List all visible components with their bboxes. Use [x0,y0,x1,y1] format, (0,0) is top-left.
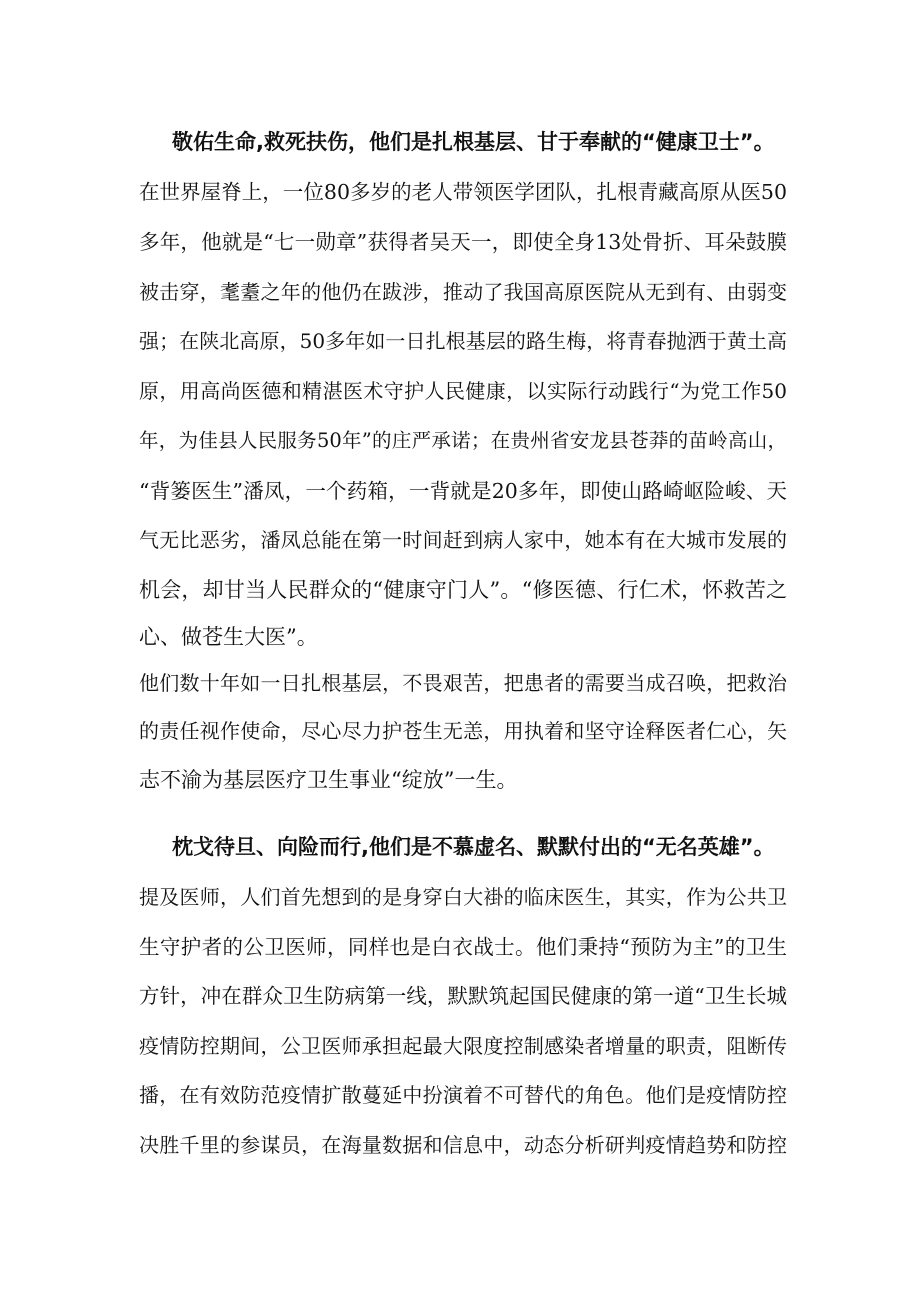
section-heading-health-guardians: 敬佑生命,救死扶伤，他们是扎根基层、甘于奉献的“健康卫士”。 [172,130,775,154]
paragraph-line: 决胜千里的参谋员，在海量数据和信息中，动态分析研判疫情趋势和防控 [139,1133,787,1157]
paragraph-line: 强；在陕北高原，50多年如一日扎根基层的路生梅，将青春抛洒于黄土高 [139,329,787,353]
paragraph-line: 被击穿，耄耋之年的他仍在跋涉，推动了我国高原医院从无到有、由弱变 [139,280,787,304]
paragraph-line: “背篓医生”潘凤，一个药箱，一背就是20多年，即使山路崎岖险峻、天 [139,479,787,503]
paragraph-line: 气无比恶劣，潘凤总能在第一时间赶到病人家中，她本有在大城市发展的 [139,528,787,552]
paragraph-line: 志不渝为基层医疗卫生事业“绽放”一生。 [139,768,518,792]
paragraph-line: 年，为佳县人民服务50年”的庄严承诺；在贵州省安龙县苍莽的苗岭高山， [139,429,787,452]
paragraph-line: 生守护者的公卫医师，同样也是白衣战士。他们秉持“预防为主”的卫生 [139,935,787,959]
paragraph-line: 方针，冲在群众卫生防病第一线，默默筑起国民健康的第一道“卫生长城 [139,984,787,1008]
paragraph-line: 的责任视作使命，尽心尽力护苍生无恙，用执着和坚守诠释医者仁心，矢 [139,719,787,743]
paragraph-line: 机会，却甘当人民群众的“健康守门人”。“修医德、行仁术，怀救苦之 [139,578,787,602]
section-heading-unsung-heroes: 枕戈待旦、向险而行,他们是不慕虚名、默默付出的“无名英雄”。 [172,835,775,859]
paragraph-line: 提及医师，人们首先想到的是身穿白大褂的临床医生，其实，作为公共卫 [139,885,787,909]
paragraph-line: 多年，他就是“七一勋章”获得者吴天一，即使全身13处骨折、耳朵鼓膜 [139,230,787,254]
paragraph-line: 心、做苍生大医”。 [139,625,318,649]
paragraph-line: 他们数十年如一日扎根基层，不畏艰苦，把患者的需要当成召唤，把救治 [139,671,787,695]
paragraph-line: 播，在有效防范疫情扩散蔓延中扮演着不可替代的角色。他们是疫情防控 [139,1083,787,1107]
paragraph-line: 疫情防控期间，公卫医师承担起最大限度控制感染者增量的职责，阻断传 [139,1034,787,1058]
paragraph-line: 在世界屋脊上，一位80多岁的老人带领医学团队，扎根青藏高原从医50 [139,180,787,204]
paragraph-line: 原，用高尚医德和精湛医术守护人民健康，以实际行动践行“为党工作50 [139,379,787,403]
